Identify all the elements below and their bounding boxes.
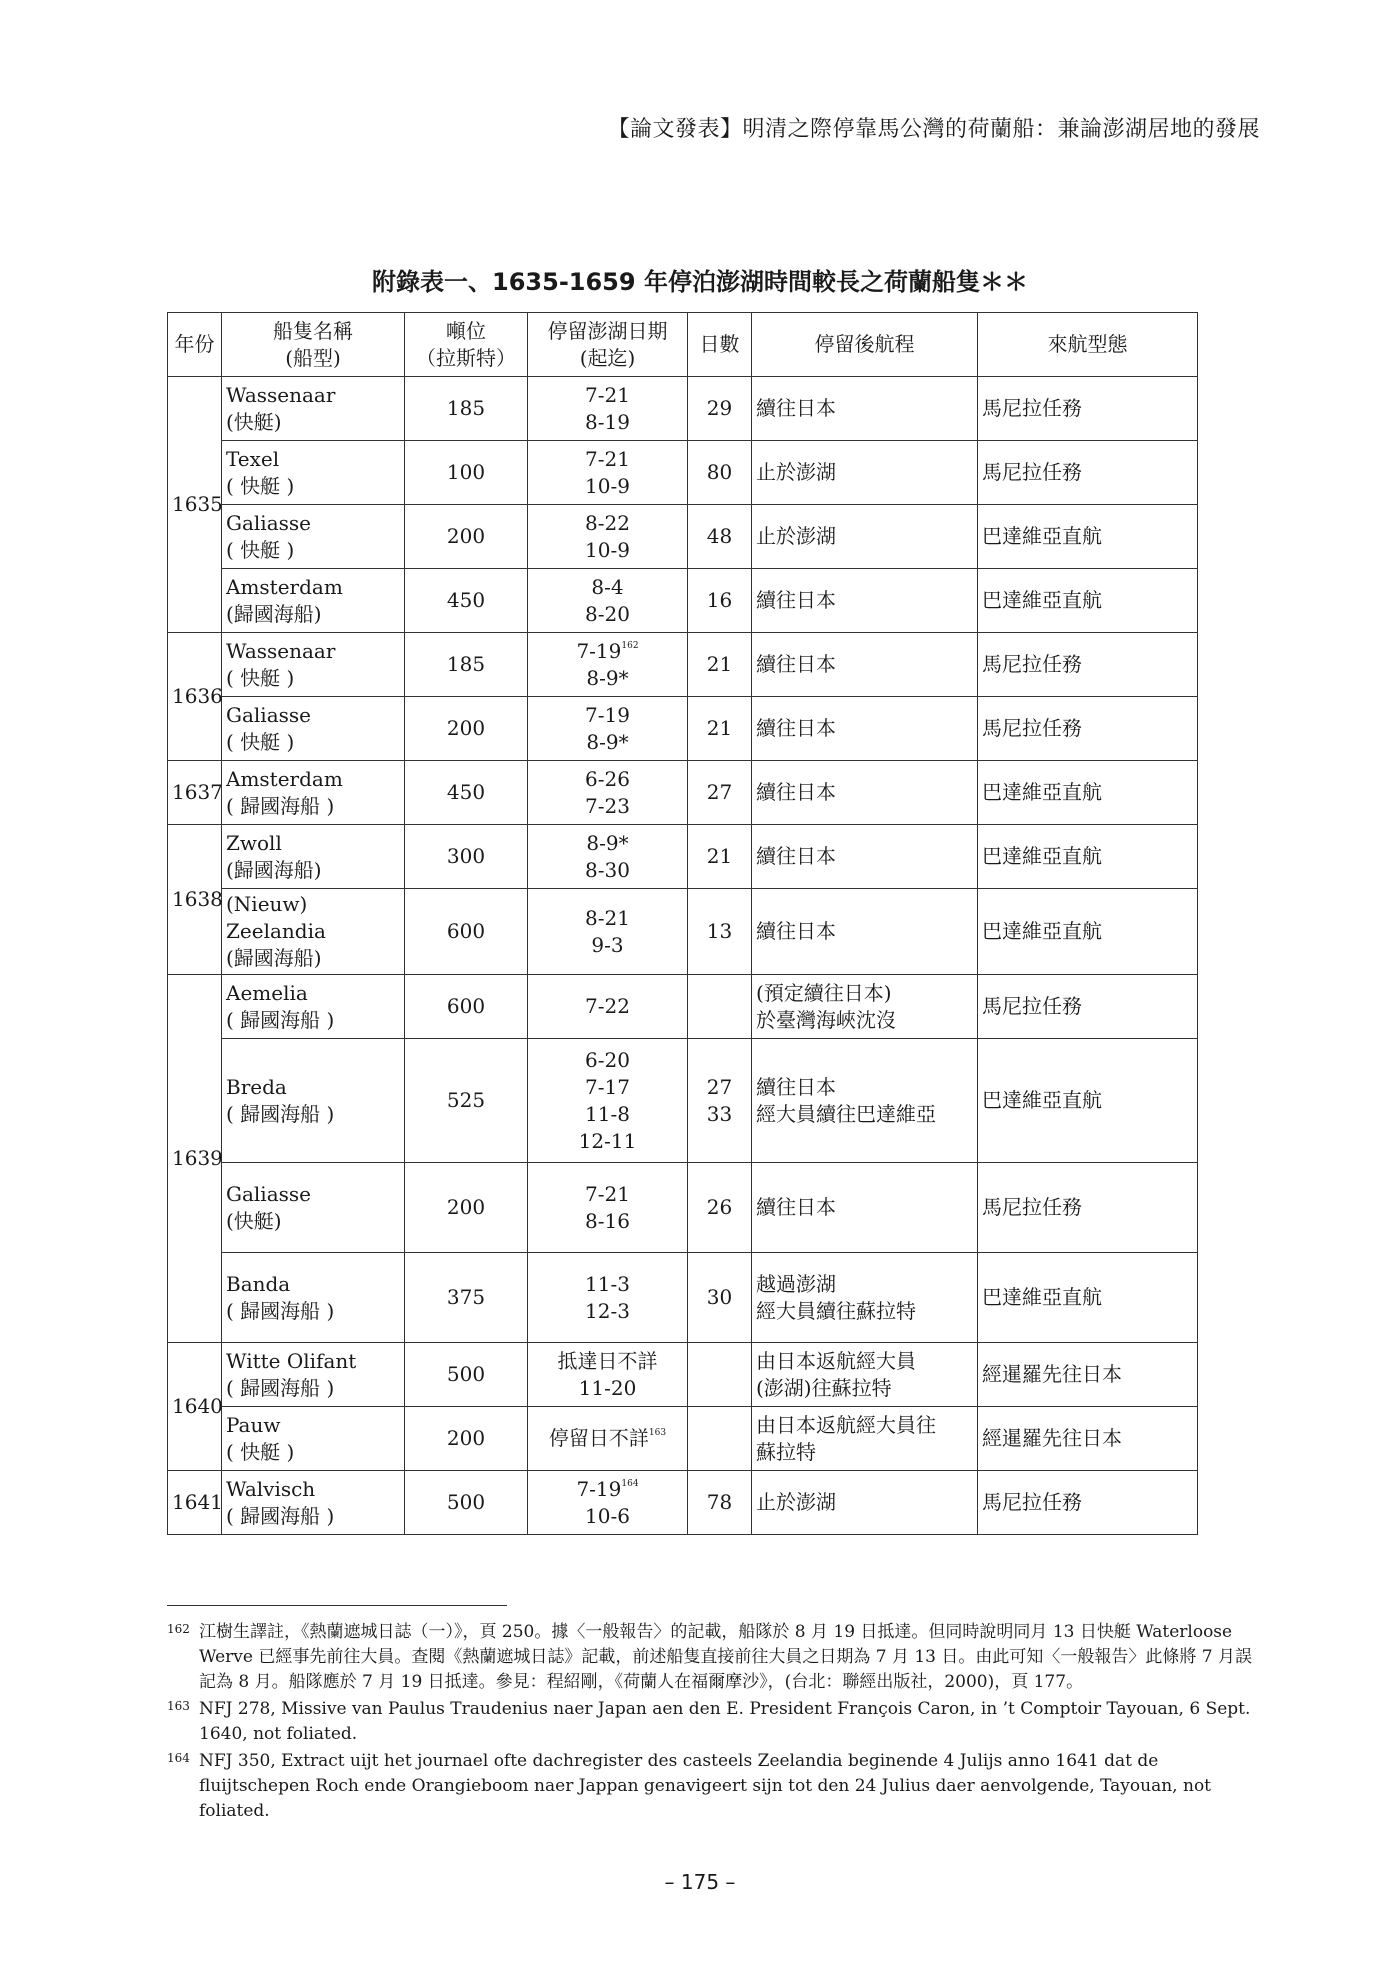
route-line: (預定續往日本) (756, 980, 892, 1005)
ship-cell (222, 1471, 405, 1535)
tonnage-cell: 525 (405, 1039, 528, 1163)
date-line (532, 665, 683, 692)
footnote-number: 163 (167, 1699, 190, 1713)
year-cell: 1641 (168, 1471, 222, 1535)
table-row (168, 569, 1198, 633)
table-header-row (168, 313, 1198, 377)
header-tonnage (405, 313, 528, 377)
date-text: 8-19 (585, 409, 630, 434)
tonnage-cell: 200 (405, 697, 528, 761)
arrival-type-cell: 經暹羅先往日本 (978, 1407, 1198, 1471)
footnote-rule (167, 1605, 507, 1606)
days-cell (688, 761, 752, 825)
ship-type: ( 歸國海船 ) (226, 1503, 335, 1528)
table-title: 附錄表一、1635-1659 年停泊澎湖時間較長之荷蘭船隻＊＊ (372, 268, 1028, 296)
ships-table-body (168, 377, 1198, 1535)
date-line (532, 1298, 683, 1325)
ship-type: (快艇) (226, 409, 282, 434)
date-text: 8-16 (585, 1208, 630, 1233)
arrival-type-cell: 巴達維亞直航 (978, 1039, 1198, 1163)
route-line: 於臺灣海峽沈沒 (756, 1007, 896, 1032)
ship-cell (222, 569, 405, 633)
footnote-ref: 164 (621, 1478, 639, 1489)
ship-name: Texel (226, 446, 280, 471)
date-line (532, 1425, 683, 1452)
table-row (168, 377, 1198, 441)
ship-name: Amsterdam (226, 766, 343, 791)
ship-name: (Nieuw) Zeelandia (226, 892, 326, 943)
header-year: 年份 (168, 313, 222, 377)
route-line: 由日本返航經大員往 (756, 1412, 936, 1437)
days-value: 26 (706, 1195, 733, 1219)
header-ship-name (222, 313, 405, 377)
date-line (532, 1375, 683, 1402)
date-line (532, 473, 683, 500)
table-row (168, 1343, 1198, 1407)
date-text: 8-9* (586, 665, 629, 690)
table-row (168, 825, 1198, 889)
arrival-type-cell: 巴達維亞直航 (978, 825, 1198, 889)
tonnage-cell: 600 (405, 889, 528, 975)
dates-cell (528, 569, 688, 633)
arrival-type-cell: 巴達維亞直航 (978, 1253, 1198, 1343)
date-line (532, 793, 683, 820)
dates-cell (528, 377, 688, 441)
route-cell (752, 377, 978, 441)
table-row (168, 761, 1198, 825)
footnote-163 (167, 1697, 1260, 1747)
date-line (532, 601, 683, 628)
date-line (532, 1101, 683, 1128)
date-text: 7-19 (576, 638, 622, 663)
arrival-type-cell: 馬尼拉任務 (978, 441, 1198, 505)
table-row (168, 889, 1198, 975)
date-text: 7-22 (585, 994, 630, 1018)
ship-type: ( 快艇 ) (226, 729, 295, 754)
arrival-type-cell: 馬尼拉任務 (978, 697, 1198, 761)
route-cell (752, 1253, 978, 1343)
dates-cell (528, 761, 688, 825)
route-cell (752, 889, 978, 975)
arrival-type-cell: 馬尼拉任務 (978, 377, 1198, 441)
route-cell (752, 1407, 978, 1471)
table-row (168, 633, 1198, 697)
year-cell: 1636 (168, 633, 222, 761)
header-days: 日數 (688, 313, 752, 377)
date-line (532, 510, 683, 537)
route-line: 蘇拉特 (756, 1439, 816, 1464)
ship-type: ( 歸國海船 ) (226, 793, 335, 818)
date-text: 6-26 (585, 766, 630, 791)
route-cell (752, 441, 978, 505)
date-line (532, 993, 683, 1020)
ship-name: Wassenaar (226, 638, 336, 663)
route-line: 續往日本 (756, 1074, 836, 1099)
ship-cell (222, 377, 405, 441)
route-cell (752, 761, 978, 825)
date-line (532, 1503, 683, 1530)
arrival-type-cell: 馬尼拉任務 (978, 633, 1198, 697)
days-value: 30 (706, 1285, 733, 1309)
header-dates (528, 313, 688, 377)
ship-name: Galiasse (226, 702, 311, 727)
date-text: 12-3 (585, 1298, 630, 1323)
route-line: 續往日本 (756, 588, 836, 612)
table-row (168, 505, 1198, 569)
ship-name: Galiasse (226, 1181, 311, 1206)
days-cell (688, 1163, 752, 1253)
route-cell (752, 1343, 978, 1407)
date-text: 8-9* (586, 729, 629, 754)
days-cell (688, 505, 752, 569)
arrival-type-cell: 馬尼拉任務 (978, 1163, 1198, 1253)
ships-table (167, 312, 1198, 1535)
date-line (532, 1476, 683, 1503)
date-line (532, 1271, 683, 1298)
days-cell (688, 1471, 752, 1535)
tonnage-cell: 450 (405, 569, 528, 633)
days-value: 78 (706, 1490, 733, 1514)
dates-cell (528, 975, 688, 1039)
ship-type: ( 快艇 ) (226, 1439, 295, 1464)
dates-cell (528, 1039, 688, 1163)
tonnage-cell: 200 (405, 1163, 528, 1253)
date-text: 12-11 (578, 1128, 637, 1153)
date-line (532, 537, 683, 564)
ship-type: ( 歸國海船 ) (226, 1375, 335, 1400)
table-row (168, 1407, 1198, 1471)
route-line: 止於澎湖 (756, 1490, 836, 1514)
arrival-type-cell: 經暹羅先往日本 (978, 1343, 1198, 1407)
route-cell (752, 1039, 978, 1163)
dates-cell (528, 505, 688, 569)
date-text: 10-9 (585, 473, 630, 498)
date-line (532, 638, 683, 665)
ship-cell (222, 1163, 405, 1253)
ship-name: Walvisch (226, 1476, 316, 1501)
route-line: 續往日本 (756, 780, 836, 804)
route-cell (752, 569, 978, 633)
date-line (532, 1181, 683, 1208)
ship-cell (222, 505, 405, 569)
date-text: 10-9 (585, 537, 630, 562)
date-text: 9-3 (591, 932, 624, 957)
days-value: 33 (706, 1101, 733, 1126)
route-line: 續往日本 (756, 396, 836, 420)
days-value: 48 (706, 524, 733, 548)
header-ship-type-label: (船型) (285, 345, 341, 370)
date-line (532, 574, 683, 601)
days-value: 13 (706, 919, 733, 943)
header-tonnage-unit: （拉斯特） (416, 345, 516, 370)
route-line: 續往日本 (756, 844, 836, 868)
year-cell: 1635 (168, 377, 222, 633)
ship-type: (歸國海船) (226, 857, 322, 882)
days-value: 27 (706, 780, 733, 804)
ship-name: Pauw (226, 1412, 281, 1437)
header-route: 停留後航程 (752, 313, 978, 377)
dates-cell (528, 825, 688, 889)
date-line (532, 905, 683, 932)
dates-cell (528, 697, 688, 761)
dates-cell (528, 441, 688, 505)
date-line (532, 830, 683, 857)
ship-cell (222, 1343, 405, 1407)
year-cell: 1637 (168, 761, 222, 825)
route-cell (752, 505, 978, 569)
date-line (532, 409, 683, 436)
header-dates-label: 停留澎湖日期 (547, 318, 668, 343)
date-line (532, 382, 683, 409)
days-value: 16 (706, 588, 733, 612)
date-line (532, 446, 683, 473)
route-line: 由日本返航經大員 (756, 1348, 916, 1373)
date-text: 7-17 (585, 1074, 630, 1099)
table-row (168, 1253, 1198, 1343)
date-line (532, 1348, 683, 1375)
date-text: 7-21 (585, 1181, 630, 1206)
ship-cell (222, 697, 405, 761)
date-line (532, 702, 683, 729)
route-line: 越過澎湖 (756, 1271, 836, 1296)
arrival-type-cell: 巴達維亞直航 (978, 889, 1198, 975)
running-header: 【論文發表】明清之際停靠馬公灣的荷蘭船：兼論澎湖居地的發展 (607, 117, 1260, 142)
date-text: 抵達日不詳 (557, 1348, 658, 1373)
date-text: 11-20 (578, 1375, 637, 1400)
ship-cell (222, 825, 405, 889)
ship-type: ( 快艇 ) (226, 473, 295, 498)
route-cell (752, 825, 978, 889)
days-cell (688, 1039, 752, 1163)
ship-cell (222, 441, 405, 505)
year-cell: 1638 (168, 825, 222, 975)
ship-name: Witte Olifant (226, 1348, 357, 1373)
dates-cell (528, 1471, 688, 1535)
header-ship-name-label: 船隻名稱 (273, 318, 353, 343)
dates-cell (528, 1163, 688, 1253)
ship-type: ( 歸國海船 ) (226, 1007, 335, 1032)
days-value: 21 (706, 652, 733, 676)
ship-name: Aemelia (226, 980, 308, 1005)
route-line: 止於澎湖 (756, 524, 836, 548)
table-row (168, 697, 1198, 761)
dates-cell (528, 633, 688, 697)
arrival-type-cell: 馬尼拉任務 (978, 1471, 1198, 1535)
ship-name: Banda (226, 1271, 291, 1296)
dates-cell (528, 1253, 688, 1343)
ship-name: Amsterdam (226, 574, 343, 599)
ship-name: Galiasse (226, 510, 311, 535)
route-line: (澎湖)往蘇拉特 (756, 1375, 892, 1400)
date-line (532, 932, 683, 959)
ship-type: (歸國海船) (226, 946, 322, 970)
tonnage-cell: 185 (405, 633, 528, 697)
year-cell: 1639 (168, 975, 222, 1343)
date-line (532, 766, 683, 793)
date-line (532, 1047, 683, 1074)
date-text: 10-6 (585, 1503, 630, 1528)
date-text: 6-20 (585, 1047, 630, 1072)
days-cell (688, 825, 752, 889)
days-cell (688, 569, 752, 633)
tonnage-cell: 600 (405, 975, 528, 1039)
date-text: 8-9* (586, 830, 629, 855)
table-row (168, 975, 1198, 1039)
route-line: 續往日本 (756, 652, 836, 676)
date-text: 8-20 (585, 601, 630, 626)
header-tonnage-label: 噸位 (446, 318, 486, 343)
footnote-text: NFJ 350, Extract uijt het journael ofte dachregister des casteels Zeelandia beginende 4 Julijs anno 1641 dat de fluijtschepen Roch ende Orangieboom naer Jappan genavigeert sijn tot den 24 Julius daer aenvolgende, Tayouan, not foliated. (199, 1751, 1212, 1821)
days-cell (688, 1343, 752, 1407)
footnote-164 (167, 1749, 1260, 1824)
date-text: 8-30 (585, 857, 630, 882)
year-cell: 1640 (168, 1343, 222, 1471)
ship-cell (222, 1039, 405, 1163)
date-text: 7-23 (585, 793, 630, 818)
ship-cell (222, 633, 405, 697)
route-line: 續往日本 (756, 919, 836, 943)
ship-type: ( 快艇 ) (226, 537, 295, 562)
footnotes (167, 1620, 1260, 1826)
arrival-type-cell: 巴達維亞直航 (978, 761, 1198, 825)
route-line: 止於澎湖 (756, 460, 836, 484)
date-line (532, 1208, 683, 1235)
days-cell (688, 377, 752, 441)
days-cell (688, 633, 752, 697)
ship-cell (222, 889, 405, 975)
table-row (168, 1471, 1198, 1535)
header-arrival-type: 來航型態 (978, 313, 1198, 377)
tonnage-cell: 500 (405, 1471, 528, 1535)
tonnage-cell: 200 (405, 1407, 528, 1471)
ship-name: Breda (226, 1074, 287, 1099)
dates-cell (528, 889, 688, 975)
days-value: 29 (706, 396, 733, 420)
route-line: 續往日本 (756, 1195, 836, 1219)
date-text: 7-19 (585, 702, 630, 727)
days-value: 21 (706, 844, 733, 868)
route-cell (752, 1471, 978, 1535)
ship-type: (歸國海船) (226, 601, 322, 626)
ship-cell (222, 1407, 405, 1471)
days-cell (688, 975, 752, 1039)
ship-type: ( 快艇 ) (226, 665, 295, 690)
footnote-number: 164 (167, 1751, 190, 1765)
ship-name: Zwoll (226, 830, 282, 855)
tonnage-cell: 200 (405, 505, 528, 569)
header-dates-sub: (起迄) (579, 345, 636, 370)
days-cell (688, 441, 752, 505)
date-text: 7-19 (576, 1476, 622, 1501)
tonnage-cell: 185 (405, 377, 528, 441)
ship-cell (222, 1253, 405, 1343)
footnote-text: NFJ 278, Missive van Paulus Traudenius naer Japan aen den E. President François Caron, in ’t Comptoir Tayouan, 6 Sept. 1640, not foliated. (199, 1699, 1251, 1744)
table-row (168, 1163, 1198, 1253)
days-value: 80 (706, 460, 733, 484)
date-line (532, 1128, 683, 1155)
tonnage-cell: 100 (405, 441, 528, 505)
route-line: 經大員續往蘇拉特 (756, 1298, 916, 1323)
route-cell (752, 633, 978, 697)
date-line (532, 857, 683, 884)
ship-cell (222, 761, 405, 825)
date-text: 停留日不詳 (548, 1426, 649, 1450)
page-number: – 175 – (664, 1870, 736, 1894)
footnote-number: 162 (167, 1622, 190, 1636)
route-cell (752, 697, 978, 761)
ship-cell (222, 975, 405, 1039)
days-cell (688, 697, 752, 761)
date-line (532, 1074, 683, 1101)
footnote-text: 江樹生譯註，《熱蘭遮城日誌（一）》，頁 250。據〈一般報告〉的記載，船隊於 8 月 19 日抵達。但同時說明同月 13 日快艇 Waterloose Werve 已經事先前往大員。查閱《熱蘭遮城日誌》記載，前述船隻直接前往大員之日期為 7 月 13 日。由此可知〈一般報告〉此條將 7 月誤記為 8 月。船隊應於 7 月 19 日抵達。參見：程紹剛，《荷蘭人在福爾摩沙》，(台北：聯經出版社，2000)，頁 177。 (199, 1622, 1253, 1692)
tonnage-cell: 300 (405, 825, 528, 889)
route-line: 續往日本 (756, 716, 836, 740)
tonnage-cell: 375 (405, 1253, 528, 1343)
days-cell (688, 1407, 752, 1471)
footnote-ref: 163 (648, 1428, 667, 1438)
ship-type: ( 歸國海船 ) (226, 1298, 335, 1323)
arrival-type-cell: 巴達維亞直航 (978, 569, 1198, 633)
table-row (168, 1039, 1198, 1163)
days-value: 27 (706, 1074, 733, 1099)
date-line (532, 729, 683, 756)
ship-type: (快艇) (226, 1208, 282, 1233)
ship-type: ( 歸國海船 ) (226, 1101, 335, 1126)
days-cell (688, 889, 752, 975)
days-value: 21 (706, 716, 733, 740)
tonnage-cell: 450 (405, 761, 528, 825)
dates-cell (528, 1407, 688, 1471)
route-cell (752, 975, 978, 1039)
date-text: 7-21 (585, 382, 630, 407)
tonnage-cell: 500 (405, 1343, 528, 1407)
date-text: 8-21 (585, 905, 630, 930)
days-cell (688, 1253, 752, 1343)
route-cell (752, 1163, 978, 1253)
route-line: 經大員續往巴達維亞 (756, 1101, 936, 1126)
ship-name: Wassenaar (226, 382, 336, 407)
date-text: 11-3 (585, 1271, 630, 1296)
dates-cell (528, 1343, 688, 1407)
date-text: 7-21 (585, 446, 630, 471)
date-text: 8-22 (585, 510, 630, 535)
table-row (168, 441, 1198, 505)
date-text: 8-4 (591, 574, 624, 599)
arrival-type-cell: 馬尼拉任務 (978, 975, 1198, 1039)
arrival-type-cell: 巴達維亞直航 (978, 505, 1198, 569)
footnote-ref: 162 (621, 640, 639, 651)
footnote-162 (167, 1620, 1260, 1695)
date-text: 11-8 (585, 1101, 630, 1126)
